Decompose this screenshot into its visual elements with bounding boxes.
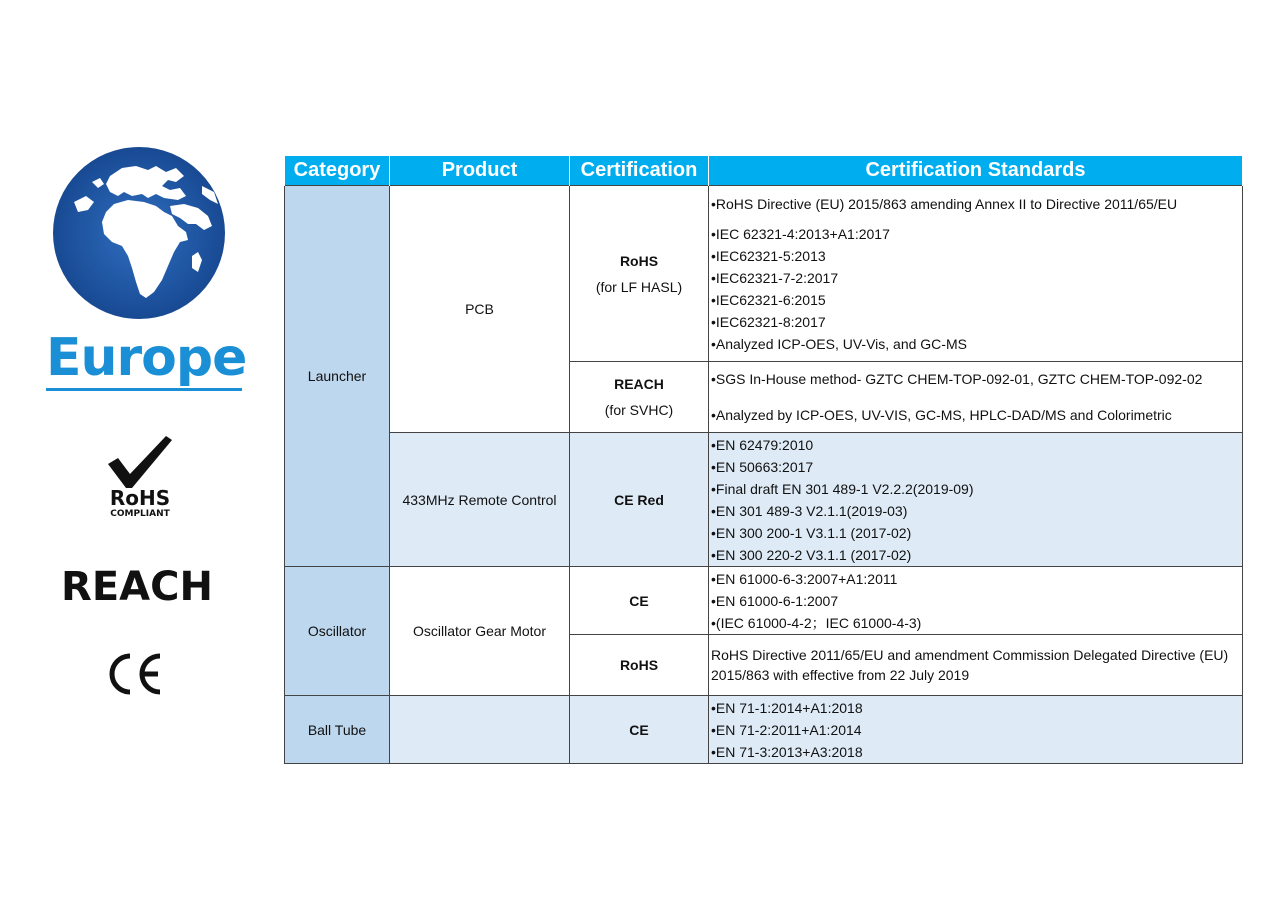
standards-ball-ce [709, 696, 1243, 764]
standards-rohs-lf [709, 186, 1243, 362]
table-row [285, 433, 1243, 567]
cert-ball-ce [570, 696, 709, 764]
checkmark-icon [104, 434, 176, 490]
standard-item: •(IEC 61000-4-2；IEC 61000-4-3) [711, 614, 922, 631]
standard-item: •Analyzed ICP-OES, UV-Vis, and GC-MS [711, 335, 967, 352]
globe-icon [52, 146, 226, 320]
standard-item: •EN 61000-6-1:2007 [711, 592, 839, 609]
header-category: Category [285, 156, 390, 186]
standard-item: •IEC62321-7-2:2017 [711, 269, 839, 286]
standard-item: •IEC62321-8:2017 [711, 313, 826, 330]
rohs-compliant-text: COMPLIANT [110, 509, 170, 519]
certification-table [284, 156, 1243, 764]
standard-item: •EN 71-2:2011+A1:2014 [711, 721, 862, 738]
standards-osc-ce [709, 567, 1243, 635]
cert-osc-ce [570, 567, 709, 635]
ce-mark-icon [106, 652, 164, 696]
standards-ce-red [709, 433, 1243, 567]
cert-ce-red [570, 433, 709, 567]
standard-item: •RoHS Directive (EU) 2015/863 amending Annex II to Directive 2011/65/EU [711, 195, 1178, 212]
standard-item: •EN 301 489-3 V2.1.1(2019-03) [711, 502, 908, 519]
header-certification: Certification [570, 156, 709, 186]
header-product: Product [390, 156, 570, 186]
product-gear-motor: Oscillator Gear Motor [390, 567, 570, 696]
cert-name: CE Red [614, 491, 664, 508]
standard-item: •EN 62479:2010 [711, 436, 814, 453]
standard-item: •EN 300 220-2 V3.1.1 (2017-02) [711, 546, 912, 563]
category-launcher: Launcher [285, 186, 390, 567]
standard-item: •EN 71-1:2014+A1:2018 [711, 699, 863, 716]
region-title: Europe [46, 328, 247, 388]
standard-item: •IEC 62321-4:2013+A1:2017 [711, 225, 890, 242]
cert-osc-rohs [570, 635, 709, 696]
cert-sub: (for LF HASL) [595, 278, 683, 295]
cert-name: CE [629, 721, 649, 738]
standard-item: •Analyzed by ICP-OES, UV-VIS, GC-MS, HPLC-DAD/MS and Colorimetric [711, 407, 1172, 423]
category-oscillator: Oscillator [285, 567, 390, 696]
cert-name: CE [629, 592, 649, 609]
standard-item: •IEC62321-5:2013 [711, 247, 826, 264]
table-row [285, 567, 1243, 635]
table-header-row [285, 156, 1243, 186]
product-remote: 433MHz Remote Control [390, 433, 570, 567]
product-pcb: PCB [390, 186, 570, 433]
category-ball-tube: Ball Tube [285, 696, 390, 764]
standard-item: •EN 300 200-1 V3.1.1 (2017-02) [711, 524, 912, 541]
standard-item: •Final draft EN 301 489-1 V2.2.2(2019-09) [711, 480, 974, 497]
standard-item: •SGS In-House method- GZTC CHEM-TOP-092-01, GZTC CHEM-TOP-092-02 [711, 371, 1203, 387]
rohs-wordmark: RoHS [109, 486, 171, 510]
rohs-compliant-logo [104, 434, 176, 526]
table-row [285, 186, 1243, 362]
standard-item: RoHS Directive 2011/65/EU and amendment Commission Delegated Directive (EU) 2015/863 with effective from 22 July 2019 [711, 647, 1229, 683]
region-underline [46, 388, 242, 391]
left-panel [30, 140, 260, 720]
cert-sub: (for SVHC) [604, 402, 674, 418]
cert-reach [570, 362, 709, 433]
standard-item: •IEC62321-6:2015 [711, 291, 826, 308]
standard-item: •EN 71-3:2013+A3:2018 [711, 743, 863, 760]
cert-name: RoHS [619, 252, 659, 269]
header-standards: Certification Standards [709, 156, 1243, 186]
cert-rohs-lf [570, 186, 709, 362]
reach-logo: REACH [61, 564, 213, 610]
standard-item: •EN 61000-6-3:2007+A1:2011 [711, 570, 898, 587]
standards-reach [709, 362, 1243, 433]
cert-name: REACH [614, 376, 664, 392]
table-row [285, 696, 1243, 764]
product-ball-tube [390, 696, 570, 764]
standards-osc-rohs [709, 635, 1243, 696]
cert-name: RoHS [619, 657, 659, 673]
standard-item: •EN 50663:2017 [711, 458, 814, 475]
